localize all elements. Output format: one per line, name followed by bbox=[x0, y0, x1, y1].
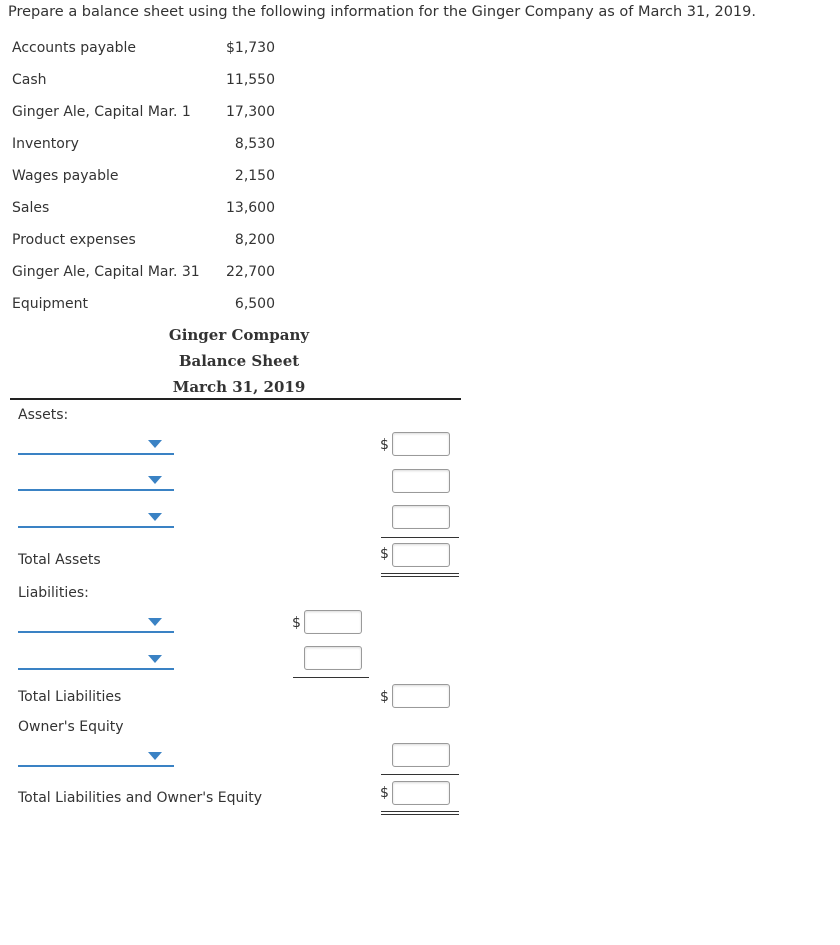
total-assets-input[interactable] bbox=[392, 543, 450, 567]
info-value-capital-mar31: 22,700 bbox=[226, 264, 275, 280]
info-label-capital-mar31: Ginger Ale, Capital Mar. 31 bbox=[12, 264, 200, 280]
info-value-accounts-payable: $1,730 bbox=[226, 40, 275, 56]
question-prompt: Prepare a balance sheet using the following information for the Ginger Company as of March 31, 2019. bbox=[8, 4, 756, 20]
info-value-product-expenses: 8,200 bbox=[234, 232, 275, 248]
liabilities-heading: Liabilities: bbox=[18, 585, 89, 601]
info-value-capital-mar1: 17,300 bbox=[226, 104, 275, 120]
equity-amount-input[interactable] bbox=[392, 743, 450, 767]
asset-amount-input-3[interactable] bbox=[392, 505, 450, 529]
statement-name: Balance Sheet bbox=[178, 352, 300, 370]
info-label-product-expenses: Product expenses bbox=[12, 232, 136, 248]
dollar-sign: $ bbox=[380, 546, 389, 562]
info-value-cash: 11,550 bbox=[226, 72, 275, 88]
info-label-sales: Sales bbox=[12, 200, 50, 216]
total-assets-label: Total Assets bbox=[18, 552, 101, 568]
asset-account-select-1[interactable] bbox=[18, 431, 174, 455]
info-label-inventory: Inventory bbox=[12, 136, 79, 152]
equity-account-select[interactable] bbox=[18, 743, 174, 767]
info-label-capital-mar1: Ginger Ale, Capital Mar. 1 bbox=[12, 104, 191, 120]
info-value-wages-payable: 2,150 bbox=[234, 168, 275, 184]
triangle-down-icon bbox=[148, 655, 162, 663]
double-underline bbox=[381, 811, 459, 815]
asset-amount-input-2[interactable] bbox=[392, 469, 450, 493]
liability-amount-input-1[interactable] bbox=[304, 610, 362, 634]
asset-account-select-3[interactable] bbox=[18, 504, 174, 528]
owners-equity-heading: Owner's Equity bbox=[18, 719, 124, 735]
total-liab-equity-label: Total Liabilities and Owner's Equity bbox=[18, 790, 263, 806]
asset-amount-input-1[interactable] bbox=[392, 432, 450, 456]
info-value-sales: 13,600 bbox=[226, 200, 275, 216]
double-underline bbox=[381, 573, 459, 577]
triangle-down-icon bbox=[148, 440, 162, 448]
total-liabilities-label: Total Liabilities bbox=[18, 689, 122, 705]
info-value-equipment: 6,500 bbox=[234, 296, 275, 312]
info-label-cash: Cash bbox=[12, 72, 47, 88]
triangle-down-icon bbox=[148, 476, 162, 484]
heading-divider bbox=[10, 398, 461, 400]
info-value-inventory: 8,530 bbox=[234, 136, 275, 152]
subtotal-rule bbox=[293, 677, 369, 678]
assets-heading: Assets: bbox=[18, 407, 69, 423]
liability-account-select-1[interactable] bbox=[18, 609, 174, 633]
dollar-sign: $ bbox=[380, 689, 389, 705]
info-label-wages-payable: Wages payable bbox=[12, 168, 119, 184]
info-label-equipment: Equipment bbox=[12, 296, 88, 312]
triangle-down-icon bbox=[148, 752, 162, 760]
dollar-sign: $ bbox=[380, 785, 389, 801]
info-label-accounts-payable: Accounts payable bbox=[12, 40, 136, 56]
statement-date: March 31, 2019 bbox=[172, 378, 306, 396]
triangle-down-icon bbox=[148, 513, 162, 521]
dollar-sign: $ bbox=[292, 615, 301, 631]
total-liabilities-input[interactable] bbox=[392, 684, 450, 708]
total-liab-equity-input[interactable] bbox=[392, 781, 450, 805]
asset-account-select-2[interactable] bbox=[18, 467, 174, 491]
dollar-sign: $ bbox=[380, 437, 389, 453]
subtotal-rule bbox=[381, 774, 459, 775]
company-name: Ginger Company bbox=[168, 326, 310, 344]
liability-account-select-2[interactable] bbox=[18, 646, 174, 670]
triangle-down-icon bbox=[148, 618, 162, 626]
subtotal-rule bbox=[381, 537, 459, 538]
liability-amount-input-2[interactable] bbox=[304, 646, 362, 670]
